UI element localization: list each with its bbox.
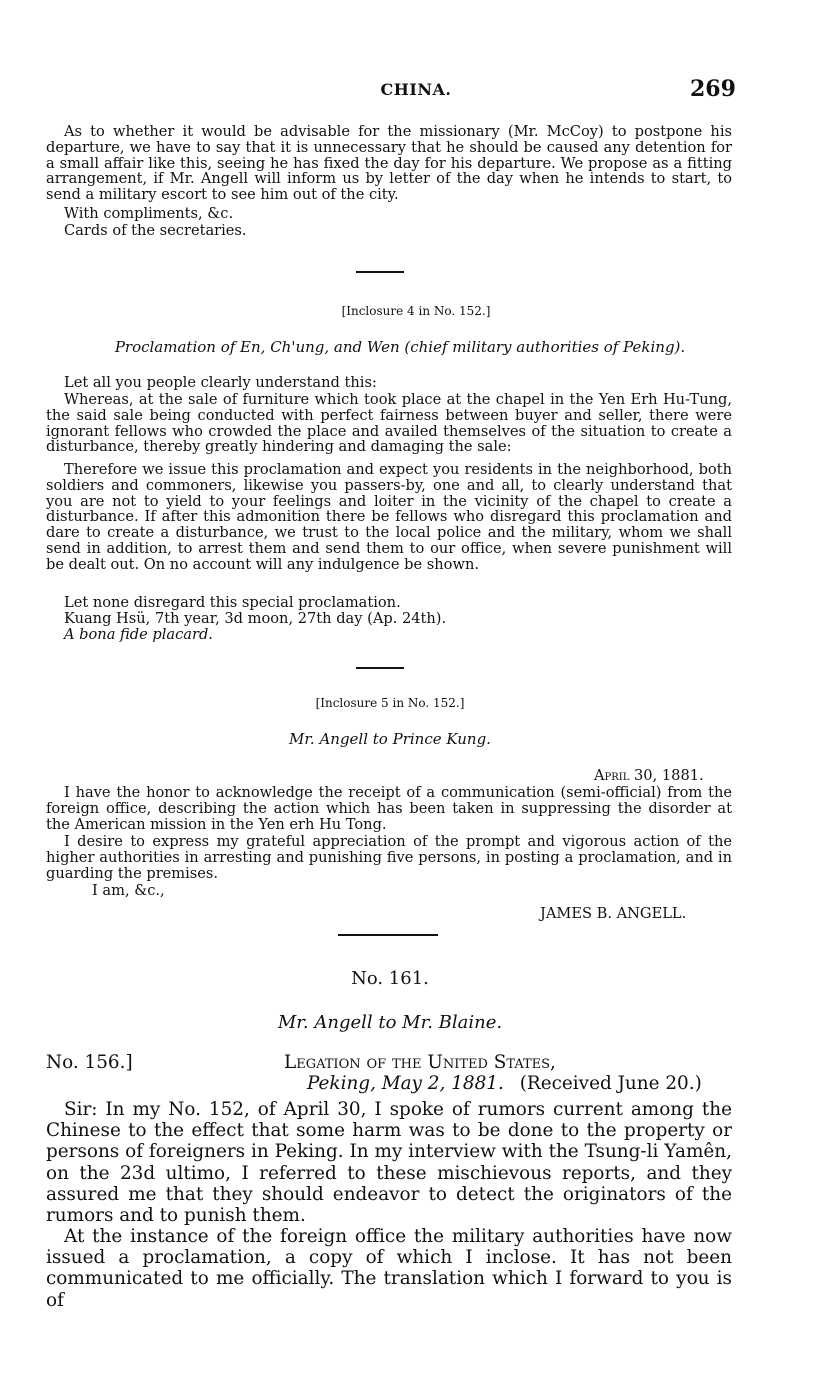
- reference-number: No. 156.]: [46, 1052, 133, 1073]
- received-date: (Received June 20.): [519, 1073, 702, 1094]
- proclamation-paragraph: Let none disregard this special proclamation.: [64, 594, 401, 611]
- section-divider: [356, 667, 404, 669]
- letter-paragraph: I have the honor to acknowledge the receipt of a communication (semi-official) from the foreign office, describing the action which has been taken in suppressing the disorder at the American mission in the Yen erh Hu Tong.: [46, 784, 732, 833]
- proclamation-paragraph: Therefore we issue this proclamation and expect you residents in the neighborhood, both soldiers and commoners, likewise you passers-by, one and all, to clearly understand that you are not to yield to your feelings and loiter in the vicinity of the chapel to create a disturbance. If after this admonition there be fellows who disregard this proclamation and dare to create a disturbance, we trust to the local police and the military, whom we shall send in addition, to arrest them and send them to our office, when severe punishment will be dealt out. On no account will any indulgence be shown.: [46, 461, 732, 573]
- letter-paragraph: I desire to express my grateful appreciation of the prompt and vigorous action of the higher authorities in arresting and punishing five persons, in posting a proclamation, and in guarding the premises.: [46, 833, 732, 882]
- proclamation-note: A bona fide placard.: [64, 626, 213, 643]
- document-number: No. 161.: [351, 968, 429, 989]
- section-divider: [356, 271, 404, 273]
- proclamation-paragraph: Let all you people clearly understand this:: [64, 374, 377, 391]
- legation-heading: Legation of the United States,: [284, 1052, 556, 1073]
- letter-paragraph: At the instance of the foreign office the military authorities have now issued a proclamation, a copy of which I inclose. It has not been communicated to me officially. The translation which I forward to you is of: [46, 1226, 732, 1311]
- letter-paragraph: As to whether it would be advisable for the missionary (Mr. McCoy) to postpone his departure, we have to say that it is unnecessary that he should be caused any detention for a small affair like this, seeing he has fixed the day for his departure. We propose as a fitting arrangement, if Mr. Angell will inform us by letter of the day when he intends to start, to send a military escort to see him out of the city.: [46, 123, 732, 204]
- section-divider: [338, 934, 438, 936]
- page-number: 269: [690, 76, 736, 102]
- inclosure-label: [Inclosure 4 in No. 152.]: [341, 304, 491, 318]
- inclosure-title: Proclamation of En, Ch'ung, and Wen (chief military authorities of Peking).: [114, 338, 686, 356]
- place-date: Peking, May 2, 1881.: [307, 1073, 504, 1094]
- letter-paragraph: Sir: In my No. 152, of April 30, I spoke of rumors current among the Chinese to the effect that some harm was to be done to the property or persons of foreigners in Peking. In my interview with the Tsung-li Yamên, on the 23d ultimo, I referred to these mischievous reports, and they assured me that they should endeavor to detect the originators of the rumors and to punish them.: [46, 1099, 732, 1227]
- running-title: CHINA.: [380, 80, 452, 99]
- place-date-line: [307, 1073, 702, 1094]
- inclosure-label: [Inclosure 5 in No. 152.]: [315, 696, 465, 710]
- inclosure-title: Mr. Angell to Prince Kung.: [289, 730, 491, 748]
- letter-compliments: With compliments, &c.: [64, 205, 234, 222]
- letter-date: April 30, 1881.: [594, 767, 704, 784]
- document-title: Mr. Angell to Mr. Blaine.: [277, 1012, 503, 1033]
- letter-closing: I am, &c.,: [92, 882, 165, 899]
- signature: JAMES B. ANGELL.: [540, 905, 687, 922]
- proclamation-paragraph: Whereas, at the sale of furniture which took place at the chapel in the Yen Erh Hu-Tung, the said sale being conducted with perfect fairness between buyer and seller, there were ignorant fellows who crowded the place and availed themselves of the situation to create a disturbance, thereby greatly hindering and damaging the sale:: [46, 391, 732, 456]
- proclamation-date: Kuang Hsü, 7th year, 3d moon, 27th day (Ap. 24th).: [64, 610, 447, 627]
- letter-cards: Cards of the secretaries.: [64, 222, 247, 239]
